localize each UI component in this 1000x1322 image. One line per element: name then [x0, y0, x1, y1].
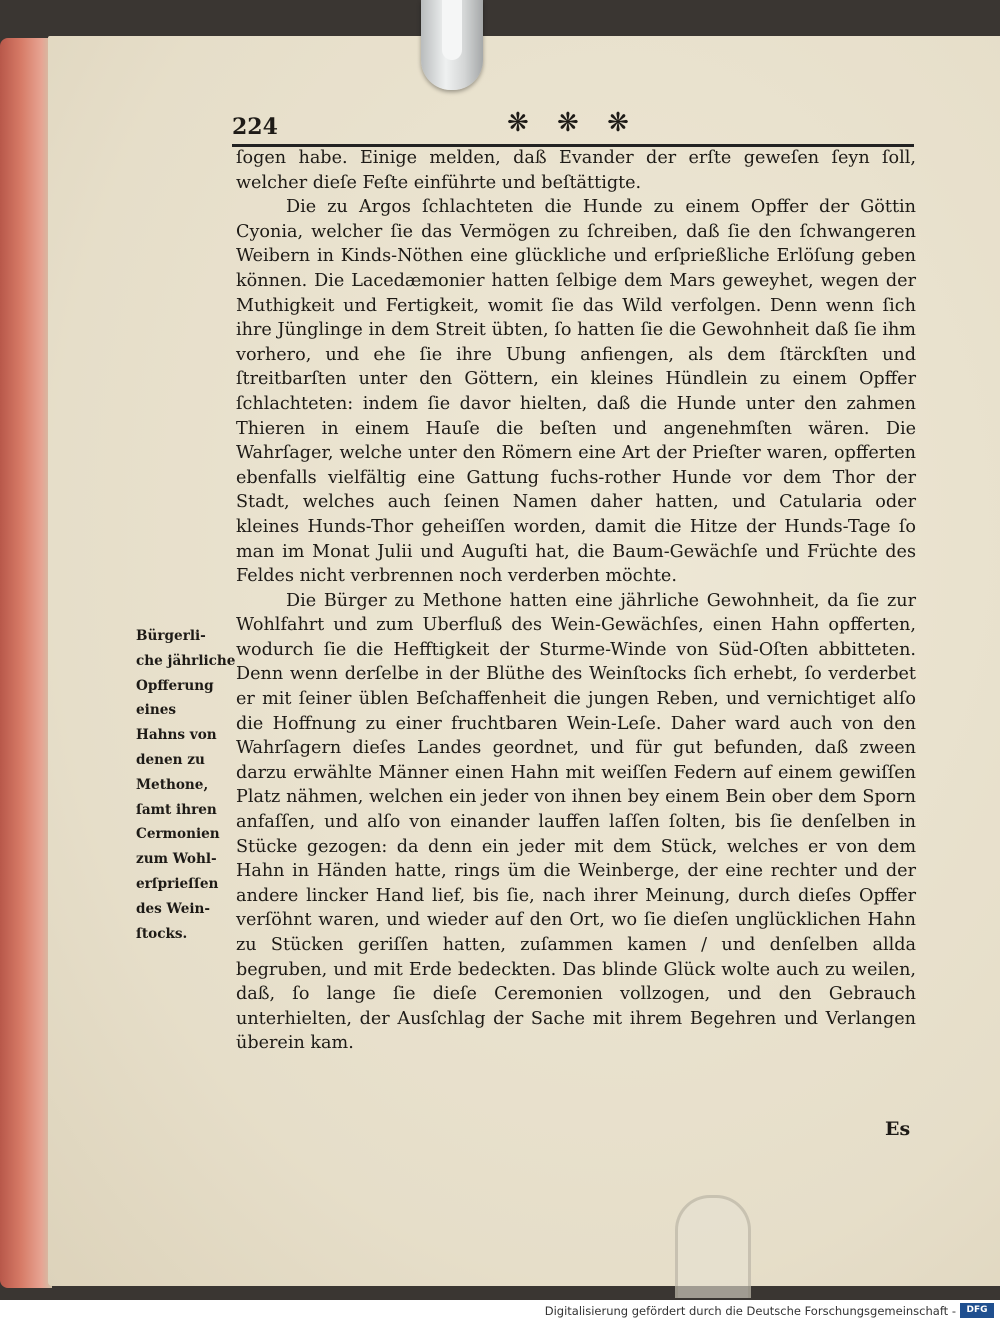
header-ornament: ❋ ❋ ❋ [507, 108, 639, 138]
marginal-line: erſprieſſen [136, 875, 219, 892]
marginal-line: denen zu [136, 751, 205, 768]
paragraph: Die zu Argos ſchlachteten die Hunde zu einem Opffer der Göttin Cyonia, welcher ſie das Vermögen zu ſchreiben, daß ſie den ſchwangeren Weibern in Kinds-Nöthen eine glückliche und erſprießliche Erlöſung geben können. Die Lacedæmonier hatten ſelbige dem Mars geweyhet, wegen der Muthigkeit und Fertigkeit, womit ſie das Wild verfolgen. Denn wenn ſich ihre Jünglinge in dem Streit übten, ſo hatten ſie die Gewohnheit daß ſie ihm vorhero, und ehe ſie ihre Ubung anfiengen, als dem ſtärckſten und ſtreitbarſten unter den Göttern, ein kleines Hündlein zu einem Opffer ſchlachteten: indem ſie davor hielten, daß die Hunde unter den zahmen Thieren in einem Hauſe die beſten und angenehmſten wären. Die Wahrſager, welche unter den Römern eine Art der Prieſter waren, opfferten ebenfalls vielfältig eine Gattung fuchs-rother Hunde vor dem Thor der Stadt, welches auch ſeinen Namen daher hatten, und Catularia oder kleines Hunds-Thor geheiſſen worden, damit die Hitze der Hunds-Tage ſo man im Monat Julii und Auguſti hat, die Baum-Gewächſe und Früchte des Feldes nicht verbrennen noch verderben möchte. [236, 197, 916, 587]
marginal-line: Opfferung [136, 677, 214, 694]
marginal-line: che jährliche [136, 652, 236, 669]
marginal-note [136, 624, 234, 946]
page-clip-top [421, 0, 483, 90]
marginal-line: Cermonien [136, 826, 220, 843]
funding-notice: Digitalisierung gefördert durch die Deutsche Forschungsgemeinschaft - [544, 1304, 956, 1318]
marginal-line: des Wein- [136, 900, 211, 917]
page-clip-bottom [675, 1195, 751, 1298]
marginal-line: eines [136, 702, 176, 719]
marginal-line: Bürgerli- [136, 628, 206, 644]
catchword: Es [885, 1118, 911, 1140]
marginal-line: Hahns von [136, 727, 217, 744]
marginal-line: zum Wohl- [136, 851, 217, 868]
footer-bar [0, 1300, 1000, 1322]
marginal-line: Methone, [136, 776, 209, 793]
paragraph: ſogen habe. Einige melden, daß Evander der erſte geweſen ſeyn ſoll, welcher dieſe Feſte einführte und beſtättigte. [236, 148, 916, 193]
paragraph: Die Bürger zu Methone hatten eine jährliche Gewohnheit, da ſie zur Wohlfahrt und zum Uberfluß des Wein-Gewächſes, einen Hahn opfferten, wodurch ſie die Hefftigkeit der Sturme-Winde von Süd-Oſten abbitteten. Denn wenn derſelbe in der Blüthe des Weinſtocks ſich erhebt, ſo verderbet er mit ſeiner üblen Beſchaffenheit die jungen Reben, und vernichtiget alſo die Hoffnung zu einer fruchtbaren Wein-Leſe. Daher ward auch von den Wahrſagern dieſes Landes geordnet, und für gut befunden, daß zween darzu erwählte Männer einen Hahn mit weiſſen Federn auf einem gewiſſen Platz nähmen, welchen ein jeder von ihnen bey einem Bein ober dem Sporn anfaſſen, und alſo von einander lauffen laſſen ſolten, bis ſie denſelben in Stücke gezogen: da denn ein jeder mit dem Stück, welches er von dem Hahn in Händen hatte, rings üm die Weinberge, der eine rechter und der andere lincker Hand lief, bis ſie, nach ihrer Meinung, durch dieſes Opffer verſöhnt waren, und wieder auf den Ort, wo ſie dieſen unglücklichen Hahn zu Stücken geriſſen hatten, zuſammen kamen / und denſelben allda begruben, und mit Erde bedeckten. Das blinde Glück wolte auch zu weilen, daß, ſo lange ſie dieſe Ceremonien vollzogen, und den Gebrauch unterhielten, der Ausſchlag der Sache mit ihrem Begehren und Verlangen überein kam. [236, 590, 916, 1054]
book-edge [0, 38, 52, 1288]
dfg-logo: DFG [960, 1303, 994, 1318]
body-text [236, 146, 916, 1056]
marginal-line: ſamt ihren [136, 801, 217, 818]
marginal-line: ſtocks. [136, 925, 188, 942]
page-header [232, 108, 914, 147]
page-number: 224 [232, 114, 278, 140]
